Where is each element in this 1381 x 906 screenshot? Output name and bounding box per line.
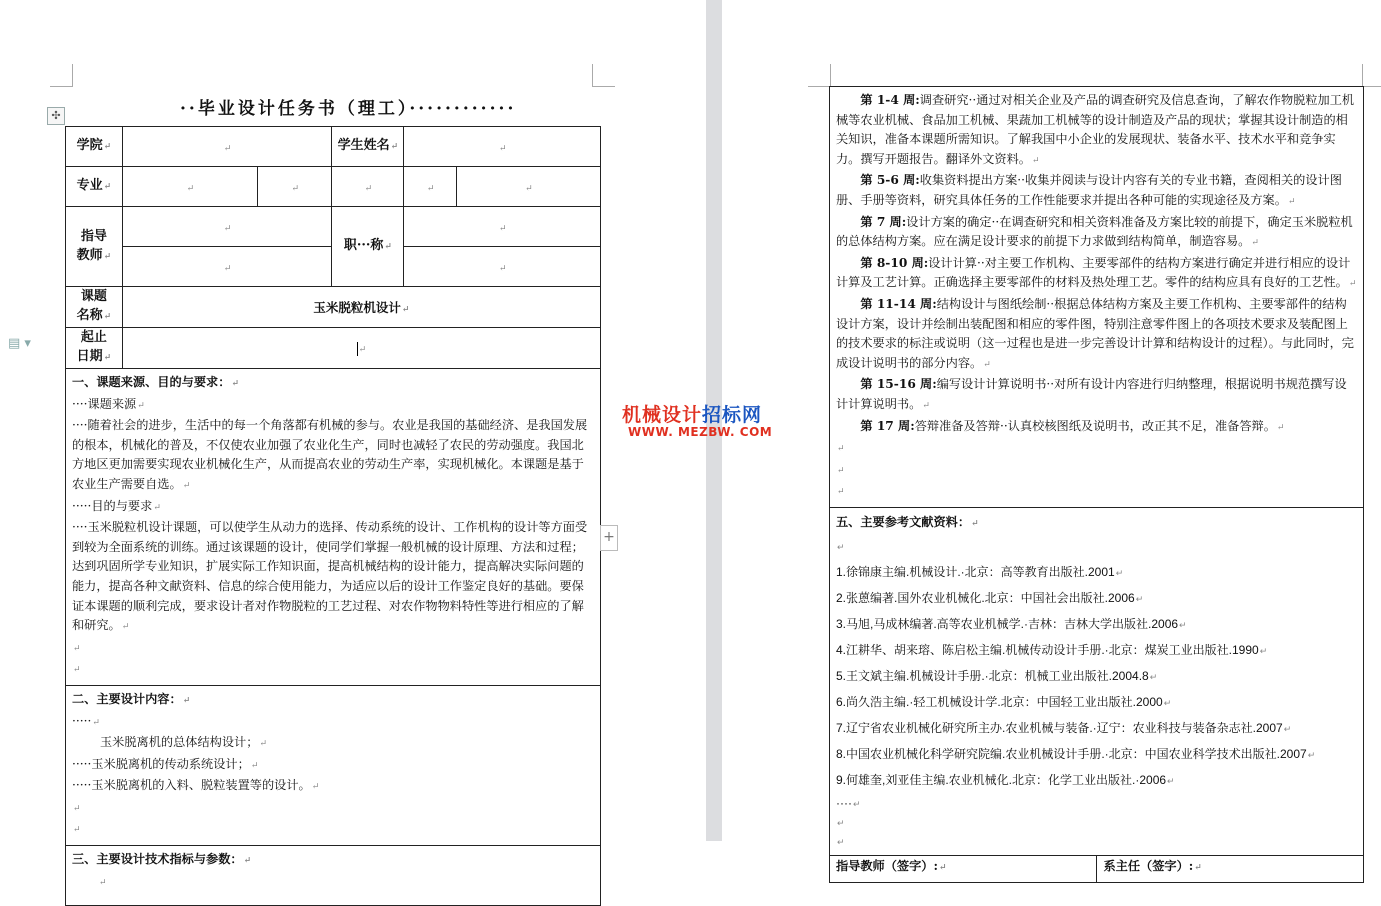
reference-item: 1.徐锦康主编.机械设计.·北京：高等教育出版社.2001↵ — [836, 564, 1124, 579]
dean-signature[interactable]: 系主任（签字）:↵ — [1097, 855, 1364, 883]
school-value[interactable]: ↵ — [122, 127, 332, 167]
rank-value-2[interactable]: ↵ — [404, 247, 601, 287]
section-design-content[interactable]: 二、主要设计内容：↵ ·····↵ 玉米脱离机的总体结构设计；↵ ·····玉米脱离机的传动系统设计；↵ ·····玉米脱离机的入料、脱粒装置等的设计。↵ ↵ ↵ — [66, 685, 601, 845]
schedule-text: 调查研究··通过对相关企业及产品的调查研究及信息查询，了解农作物脱粒加工机械等农业机械、食品加工机械、果蔬加工机械等的设计制造及产品的现状；掌握其设计制造的相关知识，准备本课题所需知识。了解我国中小企业的发展现状、装备水平、技术水平和竞争实力。撰写开题报告。翻译外文资料。 — [836, 93, 1355, 166]
student-name-label: 学生姓名↵ — [332, 127, 404, 167]
schedule-week: 第 8-10 周: — [860, 255, 929, 270]
schedule-text: 答辩准备及答辩··认真校核图纸及说明书，改正其不足，准备答辩。 — [914, 418, 1276, 433]
refs-tail: ···· — [836, 795, 852, 810]
schedule-item: 第 1-4 周:调查研究··通过对相关企业及产品的调查研究及信息查询，了解农作物脱粒加工机械等农业机械、食品加工机械、果蔬加工机械等的设计制造及产品的现状；掌握其设计制造的相关知识，准备本课题所需知识。了解我国中小企业的发展现状、装备水平、技术水平和竞争实力。撰写开题报告。翻译外文资料。↵ — [836, 93, 1355, 166]
document-title: ··毕业设计任务书（理工）············ — [180, 99, 517, 119]
table-move-handle-icon[interactable]: ✣ — [47, 107, 65, 125]
schedule-table — [829, 86, 1364, 883]
reference-item: 6.尚久浩主编.·轻工机械设计学.北京：中国轻工业出版社.2000↵ — [836, 694, 1172, 709]
add-column-button[interactable]: + — [600, 525, 618, 551]
crop-mark — [1362, 64, 1381, 87]
student-name-value[interactable]: ↵ — [404, 127, 601, 167]
advisor-value-2[interactable]: ↵ — [122, 247, 332, 287]
task-table — [65, 126, 601, 906]
reference-item: 9.何雄奎,刘亚佳主编.农业机械化.北京：化学工业出版社.·2006↵ — [836, 772, 1175, 787]
refs-heading: 五、主要参考文献资料： — [836, 514, 971, 529]
major-cell-2[interactable]: ↵ — [258, 167, 332, 207]
section-source-purpose[interactable]: 一、课题来源、目的与要求：↵ ····课题来源↵ ····随着社会的进步，生活中的每一个角落都有机械的参与。农业是我国的基础经济、是我国发展的根本，机械化的普及，不仅使农业加强了农业化生产，同时也减轻了农民的劳动强度。我国北方地区更加需要实现农业机械化生产，从而提高农业的劳动生产率，实现机械化。本课题是基于农业生产需要自选。↵ ·····目的与要求↵ ····玉米脱粒机设计课题，可以使学生从动力的选择、传动系统的设计、工作机构的设计等方面受到较为全面系统的训练。通过该课题的设计，使同学们掌握一般机械的设计原理、方法和过程；达到巩固所学专业知识，扩展实际工作知识面，提高机械结构的设计能力，提高解决实际问题的能力，提高各种文献资料、信息的综合使用能力，为适应以后的设计工作鉴定良好的基础。要保证本课题的顺利完成，要求设计者对作物脱粒的工艺过程、对农作物物料特性等进行相应的了解和研究。↵ ↵ ↵ — [66, 369, 601, 686]
schedule-item: 第 11-14 周:结构设计与图纸绘制··根据总体结构方案及主要工作机构、主要零部件的结构设计方案，设计并绘制出装配图和相应的零件图，特别注意零件图上的各项技术要求及装配图上的技术要求的标注或说明（这一过程也是进一步完善设计计算和结构设计的过程）。与此同时，完成设计说明书的部分内容。↵ — [836, 296, 1354, 370]
watermark-logo: 机械设计招标网 WWW. MEZBW. COM — [622, 404, 773, 439]
advisor-label: 指导 教师↵ — [66, 207, 123, 287]
design-item: ·····玉米脱离机的入料、脱粒装置等的设计。 — [72, 778, 311, 793]
section-tech-params[interactable]: 三、主要设计技术指标与参数：↵ ↵ — [66, 846, 601, 906]
references-cell[interactable]: 五、主要参考文献资料：↵ ↵ 1.徐锦康主编.机械设计.·北京：高等教育出版社.2001↵ 2.张蒽编著.国外农业机械化.北京：中国社会出版社.2006↵ 3.马旭,马成林编著.高等农业机械学.·吉林：吉林大学出版社.2006↵ 4.江耕华、胡来瑢、陈启松主编.机械传动设计手册.·北京：煤炭工业出版社.1990↵ 5.王文斌主编.机械设计手册.·北京：机械工业出版社.2004.8↵ 6.尚久浩主编.·轻工机械设计学.北京：中国轻工业出版社.2000↵ 7.辽宁省农业机械化研究所主办.农业机械与装备.·辽宁：农业科技与装备杂志社.2007↵ 8.中国农业机械化科学研究院编.农业机械设计手册.·北京：中国农业科学技术出版社.2007↵ 9.何雄奎,刘亚佳主编.农业机械化.北京：化学工业出版社.·2006↵ ····↵ ↵ ↵ — [830, 507, 1364, 855]
major-cell-4[interactable]: ↵ — [404, 167, 456, 207]
advisor-signature[interactable]: 指导教师（签字）:↵ — [830, 855, 1097, 883]
schedule-item: 第 7 周:设计方案的确定··在调查研究和相关资料准备及方案比较的前提下，确定玉米脱粒机的总体结构方案。应在满足设计要求的前提下力求做到结构简单，制造容易。↵ — [836, 214, 1353, 249]
schedule-item: 第 15-16 周:编写设计计算说明书··对所有设计内容进行归纳整理，根据说明书规范撰写设计计算说明书。↵ — [836, 377, 1347, 411]
date-value[interactable]: ↵ — [122, 328, 600, 369]
design-item: ·····玉米脱离机的传动系统设计； — [72, 756, 250, 771]
purpose-text: ····玉米脱粒机设计课题，可以使学生从动力的选择、传动系统的设计、工作机构的设计等方面受到较为全面系统的训练。通过该课题的设计，使同学们掌握一般机械的设计原理、方法和过程；达到巩固所学专业知识，扩展实际工作知识面，提高机械结构的设计能力，提高解决实际问题的能力，提高各种文献资料、信息的综合使用能力，为适应以后的设计工作鉴定良好的基础。要保证本课题的顺利完成，要求设计者对作物脱粒的工艺过程、对农作物物料特性等进行相应的了解和研究。 — [72, 520, 588, 633]
schedule-week: 第 7 周: — [860, 214, 907, 229]
schedule-text: 设计计算··对主要工作机构、主要零部件的结构方案进行确定并进行相应的设计计算及工艺计算。正确选择主要零部件的材料及热处理工艺。零件的结构应具有良好的工艺性。 — [836, 255, 1351, 290]
schedule-week: 第 15-16 周: — [860, 377, 937, 392]
rank-value-1[interactable]: ↵ — [404, 207, 601, 247]
schedule-item: 第 8-10 周:设计计算··对主要工作机构、主要零部件的结构方案进行确定并进行相应的设计计算及工艺计算。正确选择主要零部件的材料及热处理工艺。零件的结构应具有良好的工艺性。↵ — [836, 255, 1357, 290]
reference-item: 7.辽宁省农业机械化研究所主办.农业机械与装备.·辽宁：农业科技与装备杂志社.2007↵ — [836, 720, 1292, 735]
source-title: ····课题来源 — [72, 396, 137, 411]
topic-value[interactable]: 玉米脱粒机设计↵ — [122, 287, 600, 328]
design-item: 玉米脱离机的总体结构设计； — [100, 735, 259, 750]
schedule-text: 编写设计计算说明书··对所有设计内容进行归纳整理，根据说明书规范撰写设计计算说明书。 — [836, 377, 1347, 411]
crop-mark — [50, 64, 73, 87]
section1-heading: 一、课题来源、目的与要求： — [72, 375, 231, 389]
schedule-text: 结构设计与图纸绘制··根据总体结构方案及主要工作机构、主要零部件的结构设计方案，设计并绘制出装配图和相应的零件图，特别注意零件图上的各项技术要求及装配图上的技术要求的标注或说明（这一过程也是进一步完善设计计算和结构设计的过程）。与此同时，完成设计说明书的部分内容。 — [836, 296, 1354, 370]
document-map-icon[interactable]: ▤ ▾ — [8, 336, 31, 351]
source-text: ····随着社会的进步，生活中的每一个角落都有机械的参与。农业是我国的基础经济、是我国发展的根本，机械化的普及，不仅使农业加强了农业化生产，同时也减轻了农民的劳动强度。我国北方地区更加需要实现农业机械化生产，从而提高农业的劳动生产率，实现机械化。本课题是基于农业生产需要自选。 — [72, 418, 588, 491]
school-label: 学院↵ — [66, 127, 123, 167]
schedule-text: 设计方案的确定··在调查研究和相关资料准备及方案比较的前提下，确定玉米脱粒机的总体结构方案。应在满足设计要求的前提下力求做到结构简单，制造容易。 — [836, 214, 1353, 249]
references-list — [836, 560, 1357, 794]
crop-mark — [808, 64, 831, 87]
schedule-item: 第 5-6 周:收集资料提出方案··收集并阅读与设计内容有关的专业书籍，查阅相关的设计图册、手册等资料，研究具体任务的工作性能要求并提出各种可能的实现途径及方案。↵ — [836, 173, 1342, 207]
reference-item: 5.王文斌主编.机械设计手册.·北京：机械工业出版社.2004.8↵ — [836, 668, 1158, 683]
schedule-week: 第 11-14 周: — [860, 296, 937, 311]
schedule-text: 收集资料提出方案··收集并阅读与设计内容有关的专业书籍，查阅相关的设计图册、手册等资料，研究具体任务的工作性能要求并提出各种可能的实现途径及方案。 — [836, 173, 1342, 207]
section2-heading: 二、主要设计内容： — [72, 691, 182, 706]
schedule-week: 第 17 周: — [860, 418, 915, 433]
schedule-week: 第 1-4 周: — [860, 93, 920, 107]
advisor-value-1[interactable]: ↵ — [122, 207, 332, 247]
schedule-item: 第 17 周:答辩准备及答辩··认真校核图纸及说明书，改正其不足，准备答辩。↵ — [860, 418, 1285, 433]
reference-item: 3.马旭,马成林编著.高等农业机械学.·吉林：吉林大学出版社.2006↵ — [836, 616, 1187, 631]
date-label: 起止 日期↵ — [66, 328, 123, 369]
schedule-week: 第 5-6 周: — [860, 173, 920, 188]
reference-item: 4.江耕华、胡来瑢、陈启松主编.机械传动设计手册.·北京：煤炭工业出版社.1990↵ — [836, 642, 1268, 657]
section2-dots: ····· — [72, 713, 92, 728]
major-value[interactable]: ↵ — [122, 167, 257, 207]
topic-label: 课题 名称↵ — [66, 287, 123, 328]
reference-item: 2.张蒽编著.国外农业机械化.北京：中国社会出版社.2006↵ — [836, 590, 1144, 605]
rank-label: 职···称↵ — [332, 207, 404, 287]
schedule-list — [836, 91, 1357, 438]
major-label: 专业↵ — [66, 167, 123, 207]
schedule-cell[interactable]: 第 1-4 周:调查研究··通过对相关企业及产品的调查研究及信息查询，了解农作物脱粒加工机械等农业机械、食品加工机械、果蔬加工机械等的设计制造及产品的现状；掌握其设计制造的相关知识，准备本课题所需知识。了解我国中小企业的发展现状、装备水平、技术水平和竞争实力。撰写开题报告。翻译外文资料。↵ 第 5-6 周:收集资料提出方案··收集并阅读与设计内容有关的专业书籍，查阅相关的设计图册、手册等资料，研究具体任务的工作性能要求并提出各种可能的实现途径及方案。↵ 第 7 周:设计方案的确定··在调查研究和相关资料准备及方案比较的前提下，确定玉米脱粒机的总体结构方案。应在满足设计要求的前提下力求做到结构简单，制造容易。↵ 第 8-10 周:设计计算··对主要工作机构、主要零部件的结构方案进行确定并进行相应的设计计算及工艺计算。正确选择主要零部件的材料及热处理工艺。零件的结构应具有良好的工艺性。↵ 第 11-14 周:结构设计与图纸绘制··根据总体结构方案及主要工作机构、主要零部件的结构设计方案，设计并绘制出装配图和相应的零件图，特别注意零件图上的各项技术要求及装配图上的技术要求的标注或说明（这一过程也是进一步完善设计计算和结构设计的过程）。与此同时，完成设计说明书的部分内容。↵ 第 15-16 周:编写设计计算说明书··对所有设计内容进行归纳整理，根据说明书规范撰写设计计算说明书。↵ 第 17 周:答辩准备及答辩··认真校核图纸及说明书，改正其不足，准备答辩。↵ ↵ ↵ ↵ — [830, 87, 1364, 508]
purpose-title: ·····目的与要求 — [72, 498, 153, 513]
major-cell-5[interactable]: ↵ — [456, 167, 600, 207]
text-cursor — [357, 342, 358, 356]
reference-item: 8.中国农业机械化科学研究院编.农业机械设计手册.·北京：中国农业科学技术出版社.2007↵ — [836, 746, 1316, 761]
major-cell-3[interactable]: ↵ — [332, 167, 404, 207]
section3-heading: 三、主要设计技术指标与参数： — [72, 852, 243, 867]
crop-mark — [592, 64, 615, 87]
